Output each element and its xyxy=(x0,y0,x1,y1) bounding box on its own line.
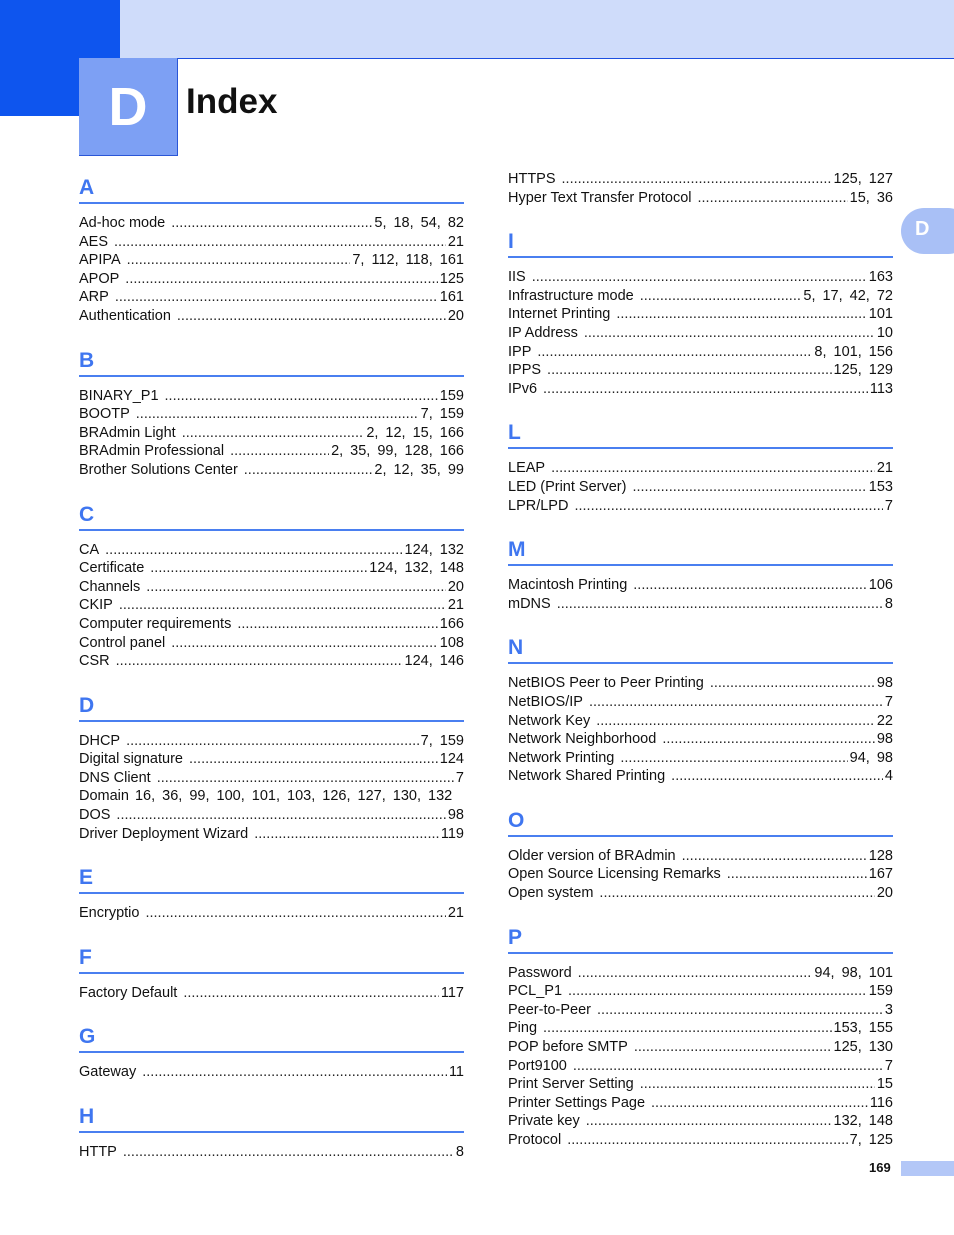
index-page-refs[interactable]: 125 xyxy=(439,270,464,287)
dot-leader xyxy=(682,847,867,866)
index-term: HTTPS xyxy=(508,171,556,187)
index-term: ARP xyxy=(79,289,109,306)
index-page-refs[interactable]: 94, 98 xyxy=(849,749,893,766)
index-page-refs[interactable]: 16, 36, 99, 100, 101, 103, 126, 127, 130, 132 xyxy=(134,788,453,805)
section-letter-h: H xyxy=(79,1099,464,1133)
dot-leader xyxy=(586,1112,832,1131)
dot-leader xyxy=(105,541,402,560)
dot-leader xyxy=(126,732,419,751)
dot-leader xyxy=(125,270,438,289)
index-term: Print Server Setting xyxy=(508,1076,634,1093)
index-term: mDNS xyxy=(508,595,551,612)
index-page-refs[interactable]: 167 xyxy=(868,866,893,883)
index-page-refs[interactable]: 159 xyxy=(439,387,464,404)
section-gap xyxy=(508,207,893,224)
index-term: Computer requirements xyxy=(79,615,232,632)
index-entry[interactable] xyxy=(79,424,464,443)
dot-leader xyxy=(114,233,446,252)
index-entry[interactable] xyxy=(508,1001,893,1020)
dot-leader xyxy=(557,595,883,614)
dot-leader xyxy=(620,749,847,768)
index-page-refs[interactable]: 21 xyxy=(447,597,464,614)
index-page-refs[interactable]: 3 xyxy=(884,1001,893,1018)
dot-leader xyxy=(136,405,419,424)
index-page-refs[interactable]: 153 xyxy=(868,478,893,495)
section-letter-p: P xyxy=(508,920,893,954)
index-term: LEAP xyxy=(508,460,546,477)
chapter-letter: D xyxy=(108,76,148,137)
dot-leader xyxy=(182,424,365,443)
index-entry[interactable] xyxy=(508,287,893,306)
index-page-refs[interactable]: 98 xyxy=(876,675,893,692)
index-term: Peer-to-Peer xyxy=(508,1001,592,1018)
index-term: AES xyxy=(79,233,109,250)
dot-leader xyxy=(568,982,867,1001)
header-band xyxy=(0,0,954,59)
page-number: 169 xyxy=(869,1160,891,1175)
section-gap xyxy=(79,1082,464,1099)
dot-leader xyxy=(171,214,372,233)
index-entry[interactable] xyxy=(79,984,464,1003)
index-page-refs[interactable]: 7, 125 xyxy=(849,1132,893,1148)
dot-leader xyxy=(616,305,866,324)
index-term: NetBIOS Peer to Peer Printing xyxy=(508,675,704,692)
index-term: APIPA xyxy=(79,252,121,269)
index-term: Digital signature xyxy=(79,751,183,768)
index-entry[interactable] xyxy=(79,787,464,806)
index-page-refs[interactable]: 10 xyxy=(876,324,893,341)
index-entry[interactable] xyxy=(508,343,893,362)
index-entry[interactable] xyxy=(79,769,464,788)
section-letter-e: E xyxy=(79,860,464,894)
index-term: Certificate xyxy=(79,560,145,577)
section-letter-g: G xyxy=(79,1019,464,1053)
index-page-refs[interactable]: 20 xyxy=(447,307,464,324)
index-term: Domain xyxy=(79,788,129,805)
index-term: Older version of BRAdmin xyxy=(508,847,676,864)
index-term: Gateway xyxy=(79,1064,137,1081)
index-term: Control panel xyxy=(79,634,166,651)
index-term: Internet Printing xyxy=(508,306,611,323)
index-term: DNS Client xyxy=(79,769,151,786)
index-page-refs[interactable]: 125, 129 xyxy=(833,362,893,379)
index-page-refs[interactable]: 21 xyxy=(447,905,464,922)
index-term: Printer Settings Page xyxy=(508,1094,646,1111)
dot-leader xyxy=(127,251,351,270)
index-entry[interactable] xyxy=(79,270,464,289)
index-term: Network Neighborhood xyxy=(508,731,657,748)
index-entry[interactable] xyxy=(508,674,893,693)
dot-leader xyxy=(671,767,883,786)
index-entry[interactable] xyxy=(508,1075,893,1094)
index-term: CSR xyxy=(79,653,110,670)
index-term: Ad-hoc mode xyxy=(79,215,166,231)
index-entry[interactable] xyxy=(508,380,893,399)
dot-leader xyxy=(551,459,875,478)
index-entry[interactable] xyxy=(508,767,893,786)
index-page-refs[interactable]: 101 xyxy=(868,306,893,323)
index-term: Open Source Licensing Remarks xyxy=(508,866,721,883)
index-page-refs[interactable]: 2, 12, 35, 99 xyxy=(374,461,464,478)
index-term: BINARY_P1 xyxy=(79,387,159,404)
section-letter-m: M xyxy=(508,532,893,566)
section-gap xyxy=(79,843,464,860)
index-entry[interactable] xyxy=(508,497,893,516)
index-page-refs[interactable]: 108 xyxy=(439,634,464,651)
index-term: DOS xyxy=(79,807,111,824)
index-term: Private key xyxy=(508,1113,580,1130)
index-term: Infrastructure mode xyxy=(508,287,634,304)
dot-leader xyxy=(146,578,446,597)
index-page-refs[interactable]: 7, 159 xyxy=(420,732,464,749)
index-entry[interactable] xyxy=(79,233,464,252)
index-term: IP Address xyxy=(508,324,578,341)
dot-leader xyxy=(543,1019,832,1038)
dot-leader xyxy=(142,1063,447,1082)
index-entry[interactable] xyxy=(79,732,464,751)
index-term: Encryptio xyxy=(79,905,140,922)
index-entry[interactable] xyxy=(508,170,893,189)
dot-leader xyxy=(599,884,874,903)
index-entry[interactable] xyxy=(79,214,464,233)
index-page-refs[interactable]: 125, 130 xyxy=(833,1039,893,1056)
index-entry[interactable] xyxy=(79,904,464,923)
page-title: Index xyxy=(186,82,278,121)
index-page-refs[interactable]: 117 xyxy=(440,984,464,1001)
index-page-refs[interactable]: 5, 18, 54, 82 xyxy=(374,215,464,231)
index-page-refs[interactable]: 124, 146 xyxy=(404,653,464,670)
index-entry[interactable] xyxy=(508,1038,893,1057)
dot-leader xyxy=(171,634,438,653)
index-term: Protocol xyxy=(508,1132,562,1148)
index-page-refs[interactable]: 20 xyxy=(876,885,893,902)
index-term: BRAdmin Professional xyxy=(79,443,225,460)
index-page-refs[interactable]: 11 xyxy=(448,1064,464,1081)
section-gap xyxy=(508,613,893,630)
index-entry[interactable] xyxy=(508,1094,893,1113)
dot-leader xyxy=(537,343,812,362)
index-term: Macintosh Printing xyxy=(508,577,628,594)
dot-leader xyxy=(573,1057,883,1076)
index-page-refs[interactable]: 124, 132, 148 xyxy=(369,560,464,577)
index-entry[interactable] xyxy=(508,693,893,712)
index-term: Ping xyxy=(508,1020,538,1037)
index-term: LED (Print Server) xyxy=(508,478,627,495)
dot-leader xyxy=(640,1075,875,1094)
index-page-refs[interactable]: 15 xyxy=(876,1076,893,1093)
index-page-refs[interactable]: 7 xyxy=(884,497,893,514)
index-term: POP before SMTP xyxy=(508,1039,628,1056)
index-page-refs[interactable]: 161 xyxy=(439,289,464,306)
dot-leader xyxy=(116,806,445,825)
index-entry[interactable] xyxy=(508,1019,893,1038)
dot-leader xyxy=(115,288,438,307)
index-entry[interactable] xyxy=(79,387,464,406)
index-page-refs[interactable]: 125, 127 xyxy=(833,171,893,187)
index-term: Network Key xyxy=(508,712,591,729)
section-letter-d: D xyxy=(79,688,464,722)
index-entry[interactable] xyxy=(508,189,893,208)
index-entry[interactable] xyxy=(508,712,893,731)
index-entry[interactable] xyxy=(79,307,464,326)
section-gap xyxy=(79,671,464,688)
index-entry[interactable] xyxy=(508,1112,893,1131)
dot-leader xyxy=(116,652,403,671)
dot-leader xyxy=(567,1131,847,1150)
dot-leader xyxy=(727,865,867,884)
index-page-refs[interactable]: 21 xyxy=(447,233,464,250)
index-page-refs[interactable]: 124 xyxy=(439,751,464,768)
section-gap xyxy=(508,398,893,415)
index-term: Open system xyxy=(508,885,594,902)
index-page-refs[interactable]: 119 xyxy=(440,825,464,842)
index-entry[interactable] xyxy=(79,559,464,578)
index-term: IPv6 xyxy=(508,380,538,397)
index-page-refs[interactable]: 8, 101, 156 xyxy=(814,343,893,360)
index-entry[interactable] xyxy=(79,1063,464,1082)
section-letter-l: L xyxy=(508,415,893,449)
index-entry[interactable] xyxy=(508,459,893,478)
dot-leader xyxy=(244,461,373,480)
index-term: IPPS xyxy=(508,362,542,379)
index-term: BRAdmin Light xyxy=(79,424,176,441)
index-term: HTTP xyxy=(79,1144,117,1161)
section-letter-i: I xyxy=(508,224,893,258)
index-entry[interactable] xyxy=(508,884,893,903)
index-page-refs[interactable]: 22 xyxy=(876,712,893,729)
index-term: APOP xyxy=(79,270,120,287)
dot-leader xyxy=(651,1094,868,1113)
index-entry[interactable] xyxy=(79,288,464,307)
index-entry[interactable] xyxy=(79,652,464,671)
index-term: NetBIOS/IP xyxy=(508,693,583,710)
index-term: CA xyxy=(79,541,100,558)
section-gap xyxy=(79,923,464,940)
index-page-refs[interactable]: 7, 159 xyxy=(420,406,464,423)
section-letter-o: O xyxy=(508,803,893,837)
section-gap xyxy=(508,515,893,532)
index-term: IPP xyxy=(508,343,532,360)
dot-leader xyxy=(584,324,875,343)
index-entry[interactable] xyxy=(79,806,464,825)
index-term: CKIP xyxy=(79,597,113,614)
section-letter-a: A xyxy=(79,170,464,204)
index-page-refs[interactable]: 7 xyxy=(884,1057,893,1074)
index-entry[interactable] xyxy=(79,251,464,270)
dot-leader xyxy=(119,596,446,615)
index-term: Brother Solutions Center xyxy=(79,461,238,478)
index-page-refs[interactable]: 7 xyxy=(455,769,464,786)
dot-leader xyxy=(597,1001,883,1020)
index-page-refs[interactable]: 153, 155 xyxy=(833,1020,893,1037)
index-page-refs[interactable]: 20 xyxy=(447,578,464,595)
dot-leader xyxy=(543,380,868,399)
index-page-refs[interactable]: 98 xyxy=(447,807,464,824)
index-entry[interactable] xyxy=(79,596,464,615)
dot-leader xyxy=(640,287,802,306)
index-entry[interactable] xyxy=(79,461,464,480)
dot-leader xyxy=(237,615,437,634)
index-page-refs[interactable]: 8 xyxy=(884,595,893,612)
index-entry[interactable] xyxy=(508,595,893,614)
section-gap xyxy=(79,326,464,343)
index-page-refs[interactable]: 21 xyxy=(876,460,893,477)
index-page-refs[interactable]: 106 xyxy=(868,577,893,594)
index-column-left xyxy=(79,170,464,1162)
index-term: Port9100 xyxy=(508,1057,567,1074)
index-term: Password xyxy=(508,964,572,981)
index-page-refs[interactable]: 132, 148 xyxy=(833,1113,893,1130)
section-gap xyxy=(79,1002,464,1019)
index-page-refs[interactable]: 98 xyxy=(876,731,893,748)
index-entry[interactable] xyxy=(508,305,893,324)
section-letter-f: F xyxy=(79,940,464,974)
index-page-refs[interactable]: 7, 112, 118, 161 xyxy=(352,252,464,269)
dot-leader xyxy=(562,170,832,189)
section-gap xyxy=(508,903,893,920)
index-term: Factory Default xyxy=(79,984,178,1001)
index-entry[interactable] xyxy=(508,982,893,1001)
index-entry[interactable] xyxy=(508,730,893,749)
index-page-refs[interactable]: 159 xyxy=(868,983,893,1000)
index-entry[interactable] xyxy=(79,541,464,560)
index-page-refs[interactable]: 7 xyxy=(884,693,893,710)
page-number-bar xyxy=(901,1161,954,1176)
dot-leader xyxy=(633,576,867,595)
index-entry[interactable] xyxy=(508,576,893,595)
index-term: Driver Deployment Wizard xyxy=(79,825,249,842)
index-entry[interactable] xyxy=(508,361,893,380)
section-gap xyxy=(508,786,893,803)
index-term: Network Shared Printing xyxy=(508,768,666,785)
dot-leader xyxy=(710,674,875,693)
index-page-refs[interactable]: 116 xyxy=(869,1094,893,1111)
index-entry[interactable] xyxy=(79,1143,464,1162)
dot-leader xyxy=(177,307,446,326)
index-entry[interactable] xyxy=(508,1057,893,1076)
index-term: Channels xyxy=(79,578,141,595)
index-entry[interactable] xyxy=(79,615,464,634)
index-term: PCL_P1 xyxy=(508,983,563,1000)
dot-leader xyxy=(632,478,866,497)
index-page-refs[interactable]: 15, 36 xyxy=(849,189,893,206)
dot-leader xyxy=(123,1143,454,1162)
chapter-side-tab[interactable] xyxy=(901,208,954,254)
index-term: Hyper Text Transfer Protocol xyxy=(508,189,692,206)
index-entry[interactable] xyxy=(79,634,464,653)
dot-leader xyxy=(596,712,875,731)
dot-leader xyxy=(532,268,867,287)
dot-leader xyxy=(547,361,832,380)
index-page-refs[interactable]: 128 xyxy=(868,847,893,864)
index-entry[interactable] xyxy=(508,478,893,497)
dot-leader xyxy=(189,750,438,769)
index-entry[interactable] xyxy=(79,442,464,461)
index-page-refs[interactable]: 124, 132 xyxy=(404,541,464,558)
index-entry[interactable] xyxy=(508,1131,893,1150)
index-entry[interactable] xyxy=(508,964,893,983)
dot-leader xyxy=(150,559,367,578)
index-entry[interactable] xyxy=(79,825,464,844)
index-page-refs[interactable]: 2, 35, 99, 128, 166 xyxy=(331,443,464,460)
index-entry[interactable] xyxy=(79,405,464,424)
index-term: BOOTP xyxy=(79,406,130,423)
dot-leader xyxy=(183,984,439,1003)
index-page-refs[interactable]: 94, 98, 101 xyxy=(814,964,893,981)
index-page-refs[interactable]: 8 xyxy=(455,1144,464,1161)
dot-leader xyxy=(578,964,813,983)
dot-leader xyxy=(254,825,439,844)
index-entry[interactable] xyxy=(508,749,893,768)
index-term: IIS xyxy=(508,269,526,286)
chapter-letter-box xyxy=(79,58,178,156)
section-letter-b: B xyxy=(79,343,464,377)
index-entry[interactable] xyxy=(508,324,893,343)
dot-leader xyxy=(145,904,445,923)
index-term: Network Printing xyxy=(508,749,615,766)
dot-leader xyxy=(574,497,882,516)
index-entry[interactable] xyxy=(508,268,893,287)
dot-leader xyxy=(662,730,875,749)
section-gap xyxy=(79,480,464,497)
dot-leader xyxy=(697,189,847,208)
index-page-refs[interactable]: 2, 12, 15, 166 xyxy=(366,424,464,441)
dot-leader xyxy=(230,442,329,461)
index-entry[interactable] xyxy=(508,865,893,884)
dot-leader xyxy=(157,769,454,788)
dot-leader xyxy=(165,387,438,406)
index-entry[interactable] xyxy=(79,750,464,769)
index-page-refs[interactable]: 5, 17, 42, 72 xyxy=(803,287,893,304)
index-page-refs[interactable]: 166 xyxy=(439,615,464,632)
dot-leader xyxy=(589,693,883,712)
section-letter-c: C xyxy=(79,497,464,531)
index-entry[interactable] xyxy=(508,847,893,866)
index-term: Authentication xyxy=(79,307,171,324)
index-term: DHCP xyxy=(79,732,121,749)
index-page-refs[interactable]: 163 xyxy=(868,269,893,286)
index-column-right xyxy=(508,170,893,1150)
index-term: LPR/LPD xyxy=(508,497,569,514)
section-letter-n: N xyxy=(508,630,893,664)
index-page-refs[interactable]: 4 xyxy=(884,768,893,785)
dot-leader xyxy=(634,1038,832,1057)
index-entry[interactable] xyxy=(79,578,464,597)
side-tab-label: D xyxy=(915,218,930,240)
index-page-refs[interactable]: 113 xyxy=(869,380,893,397)
